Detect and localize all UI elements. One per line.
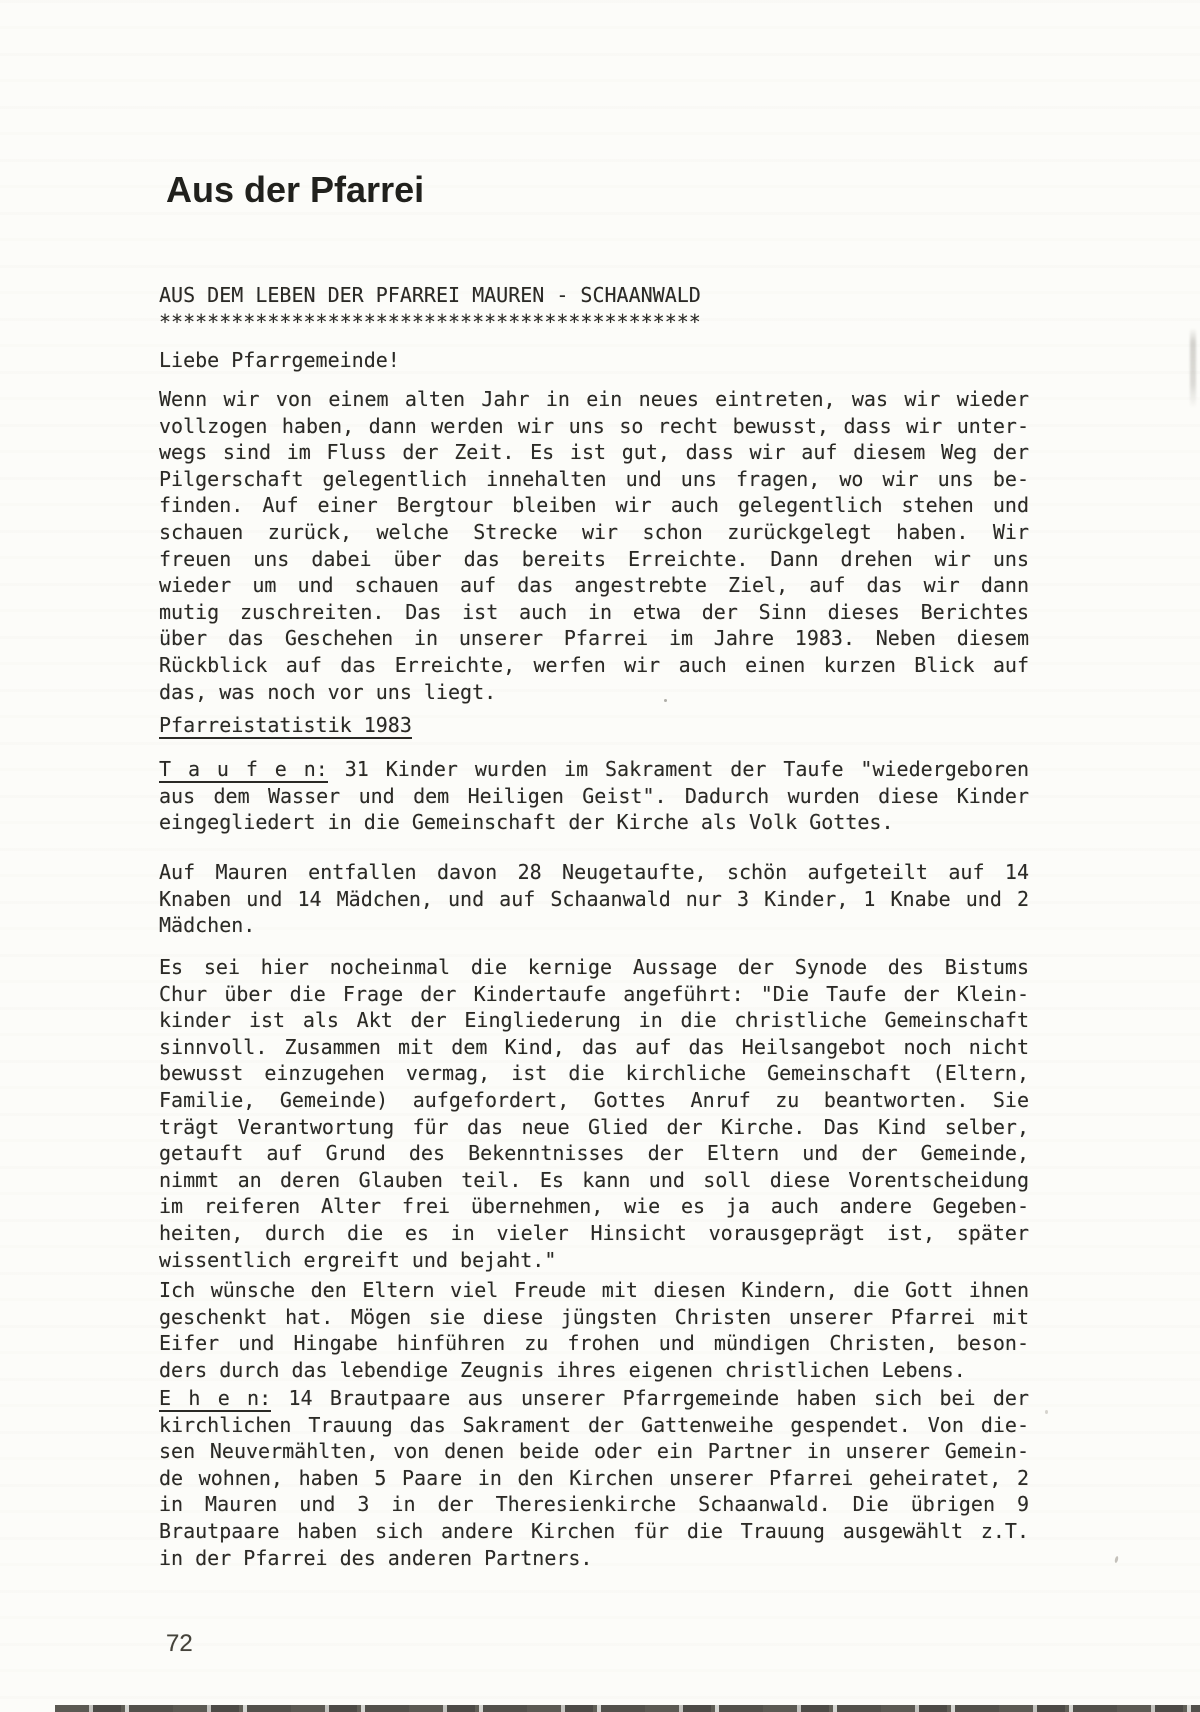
text-line: [159, 756, 1029, 783]
text-line: [159, 912, 1029, 939]
text-line: [159, 859, 1029, 886]
text-segment: 14 Brautpaare aus unserer Pfarrgemeinde haben sich bei der: [271, 1386, 1029, 1410]
text-line: [159, 981, 1029, 1008]
text-line: [159, 347, 1029, 374]
text-line: [159, 954, 1029, 981]
scan-speck-artifact: [1045, 1410, 1048, 1414]
text-segment: getauft auf Grund des Bekenntnisses der Eltern und der Gemeinde,: [159, 1141, 1029, 1166]
text-segment: de wohnen, haben 5 Paare in den Kirchen unserer Pfarrei geheiratet, 2: [159, 1465, 1029, 1490]
text-line: [159, 572, 1029, 599]
text-segment: das, was noch vor uns liegt.: [159, 679, 497, 704]
text-line: [159, 809, 1029, 836]
text-line: [159, 519, 1029, 546]
text-segment: Ich wünsche den Eltern viel Freude mit diesen Kindern, die Gott ihnen: [159, 1278, 1029, 1302]
text-segment: Mädchen.: [159, 913, 256, 938]
text-line: [159, 652, 1029, 679]
underlined-text: E h e n:: [159, 1386, 272, 1410]
text-line: [159, 679, 1029, 706]
text-line: [159, 492, 1029, 519]
paragraph-wunsch: [159, 1277, 1029, 1383]
underlined-text: Pfarreistatistik 1983: [159, 713, 412, 737]
text-segment: geschenkt hat. Mögen sie diese jüngsten Christen unserer Pfarrei mit: [159, 1304, 1029, 1329]
text-segment: freuen uns dabei über das bereits Erreichte. Dann drehen wir uns: [159, 546, 1029, 571]
text-line: [159, 1087, 1029, 1114]
text-segment: Wenn wir von einem alten Jahr in ein neues eintreten, was wir wieder: [159, 387, 1029, 411]
text-segment: nimmt an deren Glauben teil. Es kann und soll diese Vorentscheidung: [159, 1167, 1029, 1192]
salutation: [159, 347, 1029, 374]
text-line: [159, 1220, 1029, 1247]
text-line: [159, 1357, 1029, 1384]
text-segment: kinder ist als Akt der Eingliederung in die christliche Gemeinschaft: [159, 1008, 1029, 1033]
text-segment: mutig zuschreiten. Das ist auch in etwa der Sinn dieses Berichtes: [159, 599, 1029, 624]
page-number: 72: [166, 1630, 193, 1657]
paragraph-intro: [159, 386, 1029, 705]
text-segment: wieder um und schauen auf das angestrebte Ziel, auf das wir dann: [159, 573, 1029, 598]
text-line: [159, 1007, 1029, 1034]
text-segment: 31 Kinder wurden im Sakrament der Taufe "wiedergeboren: [327, 757, 1029, 781]
text-segment: Pilgerschaft gelegentlich innehalten und uns fragen, wo wir uns be-: [159, 466, 1029, 491]
text-segment: wegs sind im Fluss der Zeit. Es ist gut, dass wir auf diesem Weg der: [159, 440, 1029, 465]
text-line: [159, 1304, 1029, 1331]
text-segment: aus dem Wasser und dem Heiligen Geist". Dadurch wurden diese Kinder: [159, 783, 1029, 808]
text-line: [159, 1060, 1029, 1087]
text-segment: Chur über die Frage der Kindertaufe angeführt: "Die Taufe der Klein-: [159, 981, 1029, 1006]
text-line: [159, 1330, 1029, 1357]
scan-speck-artifact: [664, 699, 667, 702]
text-line: [159, 282, 1029, 309]
text-line: [159, 783, 1029, 810]
paragraph-mauren: [159, 859, 1029, 939]
text-line: [159, 1140, 1029, 1167]
text-segment: Familie, Gemeinde) aufgefordert, Gottes Anruf zu beantworten. Sie: [159, 1087, 1029, 1112]
paragraph-ehen: [159, 1385, 1029, 1571]
text-segment: im reiferen Alter frei übernehmen, wie es ja auch andere Gegeben-: [159, 1194, 1029, 1219]
text-segment: ders durch das lebendige Zeugnis ihres eigenen christlichen Lebens.: [159, 1357, 966, 1382]
text-segment: Es sei hier nocheinmal die kernige Aussage der Synode des Bistums: [159, 955, 1029, 979]
text-line: [159, 466, 1029, 493]
text-line: [159, 1518, 1029, 1545]
statistics-heading: [159, 712, 1029, 739]
text-segment: Eifer und Hingabe hinführen zu frohen und mündigen Christen, beson-: [159, 1331, 1029, 1356]
text-segment: Liebe Pfarrgemeinde!: [159, 348, 400, 372]
text-line: [159, 1114, 1029, 1141]
page-title: Aus der Pfarrei: [166, 169, 425, 210]
text-segment: heiten, durch die es in vieler Hinsicht vorausgeprägt ist, später: [159, 1220, 1029, 1245]
text-line: [159, 439, 1029, 466]
text-segment: Brautpaare haben sich andere Kirchen für die Trauung ausgewählt z.T.: [159, 1518, 1029, 1543]
text-segment: eingegliedert in die Gemeinschaft der Kirche als Volk Gottes.: [159, 810, 894, 835]
text-line: [159, 1193, 1029, 1220]
text-line: [159, 599, 1029, 626]
text-line: [159, 1412, 1029, 1439]
text-segment: sinnvoll. Zusammen mit dem Kind, das auf das Heilsangebot noch nicht: [159, 1034, 1029, 1059]
text-segment: Rückblick auf das Erreichte, werfen wir auch einen kurzen Blick auf: [159, 652, 1029, 677]
text-line: [159, 1277, 1029, 1304]
text-segment: vollzogen haben, dann werden wir uns so recht bewusst, dass wir unter-: [159, 413, 1029, 438]
text-line: [159, 1438, 1029, 1465]
text-line: [159, 712, 1029, 739]
text-segment: Auf Mauren entfallen davon 28 Neugetaufte, schön aufgeteilt auf 14: [159, 860, 1029, 884]
text-line: [159, 625, 1029, 652]
paragraph-taufen: [159, 756, 1029, 836]
text-segment: *********************************************: [159, 309, 701, 334]
text-segment: kirchlichen Trauung das Sakrament der Gattenweihe gespendet. Von die-: [159, 1412, 1029, 1437]
text-segment: in Mauren und 3 in der Theresienkirche Schaanwald. Die übrigen 9: [159, 1492, 1029, 1517]
text-line: [159, 413, 1029, 440]
text-line: [159, 1465, 1029, 1492]
text-line: [159, 1247, 1029, 1274]
text-line: [159, 1034, 1029, 1061]
text-segment: finden. Auf einer Bergtour bleiben wir auch gelegentlich stehen und: [159, 493, 1029, 518]
text-line: [159, 1385, 1029, 1412]
text-line: [159, 309, 1029, 336]
text-line: [159, 1545, 1029, 1572]
paragraph-synode: [159, 954, 1029, 1273]
scan-streak-artifact: [1190, 328, 1196, 408]
scan-bottom-edge-artifact: [55, 1705, 1200, 1712]
section-title: [159, 282, 1029, 335]
text-line: [159, 386, 1029, 413]
text-segment: schauen zurück, welche Strecke wir schon zurückgelegt haben. Wir: [159, 519, 1029, 544]
text-segment: wissentlich ergreift und bejaht.": [159, 1247, 557, 1272]
text-line: [159, 886, 1029, 913]
text-line: [159, 1167, 1029, 1194]
text-segment: trägt Verantwortung für das neue Glied der Kirche. Das Kind selber,: [159, 1114, 1029, 1139]
underlined-text: T a u f e n:: [159, 757, 328, 781]
text-segment: bewusst einzugehen vermag, ist die kirchliche Gemeinschaft (Eltern,: [159, 1061, 1029, 1086]
scan-speck-artifact: [1114, 1556, 1119, 1564]
text-segment: über das Geschehen in unserer Pfarrei im Jahre 1983. Neben diesem: [159, 626, 1029, 651]
text-segment: sen Neuvermählten, von denen beide oder ein Partner in unserer Gemein-: [159, 1439, 1029, 1464]
text-line: [159, 546, 1029, 573]
text-segment: AUS DEM LEBEN DER PFARREI MAUREN - SCHAANWALD: [159, 283, 701, 307]
text-segment: in der Pfarrei des anderen Partners.: [159, 1545, 593, 1570]
text-line: [159, 1491, 1029, 1518]
text-segment: Knaben und 14 Mädchen, und auf Schaanwald nur 3 Kinder, 1 Knabe und 2: [159, 886, 1029, 911]
